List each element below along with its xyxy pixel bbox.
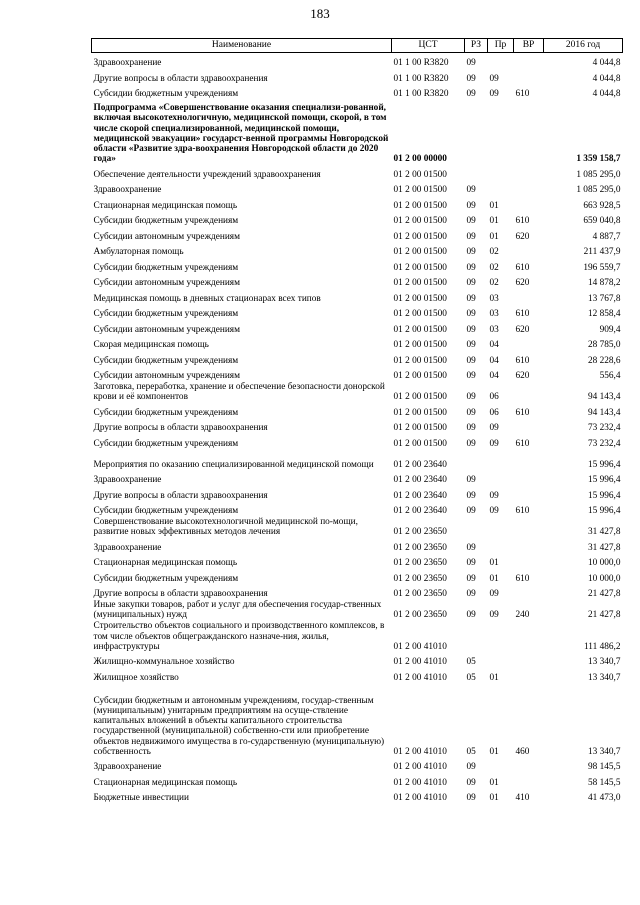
row-name: Стационарная медицинская помощь — [93, 777, 238, 788]
row-rz: 09 — [466, 89, 476, 100]
row-pr — [488, 180, 514, 196]
row-pr: 06 — [489, 392, 499, 403]
row-vr: 240 — [515, 610, 530, 621]
row-vr: 620 — [515, 278, 530, 289]
row-pr: 01 — [489, 200, 499, 211]
row-pr — [488, 53, 514, 69]
row-rz: 09 — [466, 542, 476, 553]
row-cst: 01 2 00 01500 — [393, 216, 447, 227]
row-name: Другие вопросы в области здравоохранения — [93, 73, 268, 84]
page-number: 183 — [310, 6, 330, 21]
table-row — [92, 351, 623, 367]
row-vr: 410 — [515, 793, 530, 804]
row-sum: 12 858,4 — [587, 309, 621, 320]
row-sum: 556,4 — [599, 371, 621, 382]
row-cst: 01 2 00 23640 — [393, 459, 447, 470]
table-row — [92, 53, 623, 69]
row-cst: 01 2 00 01500 — [393, 262, 447, 273]
row-vr: 610 — [515, 573, 530, 584]
row-pr: 09 — [489, 423, 499, 434]
row-cst: 01 2 00 01500 — [393, 309, 447, 320]
row-cst: 01 2 00 01500 — [393, 438, 447, 449]
row-cst: 01 2 00 23640 — [393, 506, 447, 517]
row-sum: 73 232,4 — [587, 423, 621, 434]
row-cst: 01 2 00 01500 — [393, 371, 447, 382]
row-pr: 04 — [489, 371, 499, 382]
row-pr: 02 — [489, 262, 499, 273]
row-rz — [465, 449, 488, 470]
table-row — [92, 366, 623, 382]
row-name: Подпрограмма «Совершенствование оказания специализи-рованной, включая высокотехнологичную, медицинской помощи, скорой, в том числе скорой специализированной, медицинской помощи, медицинской эвакуации» государст-венной программы Новгородской области «Развитие здра-воохранения Новгородской области до 2020 года» — [93, 103, 389, 165]
row-vr: 610 — [515, 438, 530, 449]
row-vr — [514, 196, 544, 212]
row-pr: 01 — [489, 793, 499, 804]
row-vr — [514, 418, 544, 434]
row-sum: 196 559,7 — [583, 262, 621, 273]
row-name: Субсидии бюджетным учреждениям — [93, 438, 239, 449]
row-cst: 01 2 00 41010 — [393, 641, 447, 652]
row-cst: 01 2 00 01500 — [393, 340, 447, 351]
table-row — [92, 569, 623, 585]
table-row — [92, 584, 623, 600]
header-cst: ЦСТ — [392, 39, 465, 53]
row-pr: 03 — [489, 324, 499, 335]
row-sum: 31 427,8 — [587, 527, 621, 538]
header-pr: Пр — [488, 39, 514, 53]
row-sum: 15 996,4 — [587, 459, 621, 470]
row-rz: 09 — [466, 777, 476, 788]
row-cst: 01 2 00 23650 — [393, 527, 447, 538]
row-rz: 09 — [466, 490, 476, 501]
table-row — [92, 470, 623, 486]
row-rz: 09 — [466, 392, 476, 403]
table-row — [92, 600, 623, 621]
row-vr: 610 — [515, 262, 530, 273]
row-name: Заготовка, переработка, хранение и обеспечение безопасности донорской крови и её компонентов — [93, 382, 385, 403]
row-pr: 03 — [489, 293, 499, 304]
row-rz: 09 — [466, 324, 476, 335]
row-pr — [488, 538, 514, 554]
row-name: Здравоохранение — [93, 762, 162, 773]
row-cst: 01 2 00 41010 — [393, 762, 447, 773]
row-sum: 94 143,4 — [587, 407, 621, 418]
row-rz: 09 — [466, 558, 476, 569]
row-pr: 01 — [489, 216, 499, 227]
row-rz: 09 — [466, 58, 476, 69]
row-vr: 610 — [515, 216, 530, 227]
row-pr: 09 — [489, 589, 499, 600]
row-rz: 09 — [466, 423, 476, 434]
row-sum: 663 928,5 — [583, 200, 621, 211]
row-pr — [488, 100, 514, 165]
row-name: Другие вопросы в области здравоохранения — [93, 490, 268, 501]
row-sum: 111 486,2 — [584, 641, 621, 652]
row-name: Здравоохранение — [93, 185, 162, 196]
table-row — [92, 652, 623, 668]
table-row — [92, 553, 623, 569]
row-name: Субсидии бюджетным учреждениям — [93, 216, 239, 227]
row-pr: 06 — [489, 407, 499, 418]
row-sum: 14 878,2 — [587, 278, 621, 289]
row-rz: 09 — [466, 309, 476, 320]
row-vr: 610 — [515, 309, 530, 320]
row-name: Субсидии автономным учреждениям — [93, 231, 240, 242]
row-sum: 13 767,8 — [587, 293, 621, 304]
row-name: Здравоохранение — [93, 542, 162, 553]
row-pr: 01 — [489, 558, 499, 569]
table-row — [92, 418, 623, 434]
row-sum: 1 085 295,0 — [576, 185, 621, 196]
table-row — [92, 304, 623, 320]
row-name: Субсидии бюджетным учреждениям — [93, 573, 239, 584]
table-row — [92, 273, 623, 289]
row-vr — [514, 242, 544, 258]
row-rz: 05 — [466, 657, 476, 668]
row-pr: 03 — [489, 309, 499, 320]
row-sum: 4 044,8 — [592, 89, 621, 100]
row-name: Субсидии бюджетным учреждениям — [93, 355, 239, 366]
table-row — [92, 382, 623, 403]
row-sum: 4 887,7 — [592, 231, 621, 242]
row-pr — [488, 757, 514, 773]
row-pr: 04 — [489, 340, 499, 351]
table-row — [92, 434, 623, 450]
row-cst: 01 1 00 R3820 — [393, 73, 449, 84]
row-rz: 09 — [466, 407, 476, 418]
table-row — [92, 227, 623, 243]
row-sum: 10 000,0 — [587, 558, 621, 569]
row-cst: 01 2 00 23650 — [393, 542, 447, 553]
row-rz: 09 — [466, 589, 476, 600]
row-pr — [488, 165, 514, 181]
table-row — [92, 621, 623, 653]
table-row — [92, 335, 623, 351]
row-pr: 01 — [489, 231, 499, 242]
row-name: Жилищное хозяйство — [93, 672, 179, 683]
row-sum: 28 785,0 — [587, 340, 621, 351]
table-row — [92, 486, 623, 502]
table-row — [92, 84, 623, 100]
row-vr — [514, 621, 544, 653]
row-vr: 460 — [515, 746, 530, 757]
row-name: Субсидии бюджетным и автономным учреждениям, государ-ственным (муниципальным) унитарным предприятиям на осуще-ствление капитальных вложений в объекты капитального строительства государственной (муниципальной) собственно-сти или приобретение объектов недвижимого имущества в го-сударственную (муниципальную) собственность — [93, 695, 385, 757]
row-name: Стационарная медицинская помощь — [93, 558, 238, 569]
row-pr: 09 — [489, 438, 499, 449]
row-rz — [465, 100, 488, 165]
row-rz: 05 — [466, 746, 476, 757]
row-name: Субсидии бюджетным учреждениям — [93, 262, 239, 273]
row-cst: 01 2 00 01500 — [393, 423, 447, 434]
table-row — [92, 683, 623, 757]
row-cst: 01 2 00 41010 — [393, 672, 447, 683]
row-pr: 09 — [489, 506, 499, 517]
row-rz: 09 — [466, 73, 476, 84]
row-vr — [514, 69, 544, 85]
row-name: Субсидии бюджетным учреждениям — [93, 506, 239, 517]
row-name: Жилищно-коммунальное хозяйство — [93, 657, 235, 668]
row-name: Здравоохранение — [93, 475, 162, 486]
row-name: Субсидии бюджетным учреждениям — [93, 309, 239, 320]
header-year: 2016 год — [544, 39, 623, 53]
row-rz: 09 — [466, 506, 476, 517]
row-pr — [488, 652, 514, 668]
row-rz: 09 — [466, 185, 476, 196]
row-rz: 09 — [466, 438, 476, 449]
row-rz: 09 — [466, 355, 476, 366]
row-cst: 01 2 00 23640 — [393, 490, 447, 501]
row-cst: 01 2 00 01500 — [393, 392, 447, 403]
row-sum: 4 044,8 — [592, 73, 621, 84]
row-cst: 01 2 00 23650 — [393, 573, 447, 584]
table-row — [92, 320, 623, 336]
row-vr — [514, 757, 544, 773]
row-cst: 01 2 00 41010 — [393, 657, 447, 668]
row-rz: 09 — [466, 793, 476, 804]
table-row — [92, 100, 623, 165]
row-vr — [514, 773, 544, 789]
row-vr — [514, 538, 544, 554]
table-row — [92, 757, 623, 773]
row-vr: 610 — [515, 355, 530, 366]
row-vr: 610 — [515, 407, 530, 418]
row-cst: 01 2 00 41010 — [393, 777, 447, 788]
table-row — [92, 211, 623, 227]
row-sum: 211 437,9 — [583, 247, 621, 258]
row-name: Другие вопросы в области здравоохранения — [93, 589, 268, 600]
row-name: Субсидии бюджетным учреждениям — [93, 89, 239, 100]
row-name: Другие вопросы в области здравоохранения — [93, 423, 268, 434]
row-name: Здравоохранение — [93, 58, 162, 69]
row-rz: 09 — [466, 247, 476, 258]
row-rz — [465, 621, 488, 653]
row-cst: 01 2 00 01500 — [393, 324, 447, 335]
table-row — [92, 69, 623, 85]
row-rz: 09 — [466, 231, 476, 242]
row-vr — [514, 100, 544, 165]
row-pr: 02 — [489, 247, 499, 258]
row-cst: 01 2 00 23650 — [393, 610, 447, 621]
row-cst: 01 2 00 00000 — [393, 154, 447, 165]
table-row — [92, 242, 623, 258]
row-sum: 28 228,6 — [587, 355, 621, 366]
row-cst: 01 2 00 01500 — [393, 200, 447, 211]
row-name: Бюджетные инвестиции — [93, 793, 189, 804]
row-pr: 02 — [489, 278, 499, 289]
row-rz: 09 — [466, 573, 476, 584]
row-rz: 09 — [466, 293, 476, 304]
row-rz: 09 — [466, 475, 476, 486]
header-name: Наименование — [92, 39, 392, 53]
table-row — [92, 517, 623, 538]
row-sum: 1 359 158,7 — [576, 154, 621, 165]
table-row — [92, 180, 623, 196]
row-name: Иные закупки товаров, работ и услуг для обеспечения государ-ственных (муниципальных) нужд — [93, 600, 382, 621]
row-name: Стационарная медицинская помощь — [93, 200, 238, 211]
row-cst: 01 2 00 23640 — [393, 475, 447, 486]
row-sum: 909,4 — [599, 324, 621, 335]
row-rz: 09 — [466, 278, 476, 289]
row-sum: 13 340,7 — [587, 746, 621, 757]
row-vr: 610 — [515, 89, 530, 100]
table-row — [92, 403, 623, 419]
row-name: Субсидии бюджетным учреждениям — [93, 407, 239, 418]
row-cst: 01 1 00 R3820 — [393, 58, 449, 69]
row-cst: 01 1 00 R3820 — [393, 89, 449, 100]
row-cst: 01 2 00 01500 — [393, 407, 447, 418]
row-sum: 15 996,4 — [587, 490, 621, 501]
row-sum: 4 044,8 — [592, 58, 621, 69]
row-name: Субсидии автономным учреждениям — [93, 324, 240, 335]
row-pr: 09 — [489, 89, 499, 100]
row-vr — [514, 486, 544, 502]
row-name: Совершенствование высокотехнологичной медицинской по-мощи, развитие новых эффективных методов лечения — [93, 517, 358, 538]
table-row — [92, 289, 623, 305]
row-sum: 13 340,7 — [587, 672, 621, 683]
row-sum: 58 145,5 — [587, 777, 621, 788]
row-pr: 01 — [489, 746, 499, 757]
row-pr: 01 — [489, 777, 499, 788]
row-vr — [514, 289, 544, 305]
row-cst: 01 2 00 41010 — [393, 793, 447, 804]
row-pr — [488, 517, 514, 538]
table-row — [92, 788, 623, 804]
header-rz: РЗ — [465, 39, 488, 53]
row-sum: 1 085 295,0 — [576, 169, 621, 180]
row-cst: 01 2 00 01500 — [393, 247, 447, 258]
row-sum: 659 040,8 — [583, 216, 621, 227]
row-pr: 04 — [489, 355, 499, 366]
row-name: Строительство объектов социального и производственного комплексов, в том числе объектов общегражданского назначе-ния, жилья, инфраструктуры — [93, 621, 385, 652]
row-sum: 98 145,5 — [587, 762, 621, 773]
row-vr — [514, 470, 544, 486]
row-vr: 610 — [515, 506, 530, 517]
row-cst: 01 2 00 01500 — [393, 293, 447, 304]
row-pr: 01 — [489, 672, 499, 683]
row-cst: 01 2 00 41010 — [393, 746, 447, 757]
row-pr — [488, 621, 514, 653]
row-vr — [514, 335, 544, 351]
row-cst: 01 2 00 23650 — [393, 589, 447, 600]
table-row — [92, 668, 623, 684]
row-rz: 05 — [466, 672, 476, 683]
table-body — [92, 53, 623, 804]
row-sum: 21 427,8 — [587, 589, 621, 600]
table-row — [92, 258, 623, 274]
row-sum: 10 000,0 — [587, 573, 621, 584]
row-name: Обеспечение деятельности учреждений здравоохранения — [93, 169, 321, 180]
table-row — [92, 501, 623, 517]
row-pr: 01 — [489, 573, 499, 584]
row-cst: 01 2 00 01500 — [393, 278, 447, 289]
table-row — [92, 773, 623, 789]
row-sum: 31 427,8 — [587, 542, 621, 553]
row-pr: 09 — [489, 490, 499, 501]
row-rz: 09 — [466, 200, 476, 211]
row-vr — [514, 382, 544, 403]
row-rz: 09 — [466, 762, 476, 773]
row-vr — [514, 517, 544, 538]
row-cst: 01 2 00 01500 — [393, 169, 447, 180]
row-pr — [488, 449, 514, 470]
table-row — [92, 165, 623, 181]
row-rz: 09 — [466, 340, 476, 351]
table-row — [92, 538, 623, 554]
row-sum: 15 996,4 — [587, 475, 621, 486]
row-pr — [488, 470, 514, 486]
row-vr — [514, 668, 544, 684]
budget-table — [91, 38, 623, 804]
row-sum: 21 427,8 — [587, 610, 621, 621]
row-rz — [465, 165, 488, 181]
row-pr: 09 — [489, 73, 499, 84]
row-name: Медицинская помощь в дневных стационарах всех типов — [93, 293, 321, 304]
row-rz: 09 — [466, 371, 476, 382]
row-rz — [465, 517, 488, 538]
table-row — [92, 449, 623, 470]
row-name: Скорая медицинская помощь — [93, 340, 209, 351]
row-rz: 09 — [466, 262, 476, 273]
row-vr — [514, 180, 544, 196]
row-pr: 09 — [489, 610, 499, 621]
row-vr — [514, 449, 544, 470]
row-vr: 620 — [515, 231, 530, 242]
row-name: Амбулаторная помощь — [93, 247, 184, 258]
table-header-row — [92, 39, 623, 53]
row-sum: 15 996,4 — [587, 506, 621, 517]
row-sum: 94 143,4 — [587, 392, 621, 403]
row-cst: 01 2 00 23650 — [393, 558, 447, 569]
row-cst: 01 2 00 01500 — [393, 355, 447, 366]
row-sum: 73 232,4 — [587, 438, 621, 449]
row-sum: 13 340,7 — [587, 657, 621, 668]
row-rz: 09 — [466, 216, 476, 227]
row-vr — [514, 553, 544, 569]
row-cst: 01 2 00 01500 — [393, 231, 447, 242]
table-row — [92, 196, 623, 212]
row-vr — [514, 53, 544, 69]
row-vr — [514, 652, 544, 668]
header-vr: ВР — [514, 39, 544, 53]
row-vr: 620 — [515, 324, 530, 335]
row-name: Мероприятия по оказанию специализированной медицинской помощи — [93, 459, 374, 470]
row-rz: 09 — [466, 610, 476, 621]
row-vr — [514, 584, 544, 600]
row-vr — [514, 165, 544, 181]
row-vr: 620 — [515, 371, 530, 382]
row-name: Субсидии автономным учреждениям — [93, 371, 240, 382]
row-cst: 01 2 00 01500 — [393, 185, 447, 196]
row-sum: 41 473,0 — [587, 793, 621, 804]
row-name: Субсидии автономным учреждениям — [93, 278, 240, 289]
